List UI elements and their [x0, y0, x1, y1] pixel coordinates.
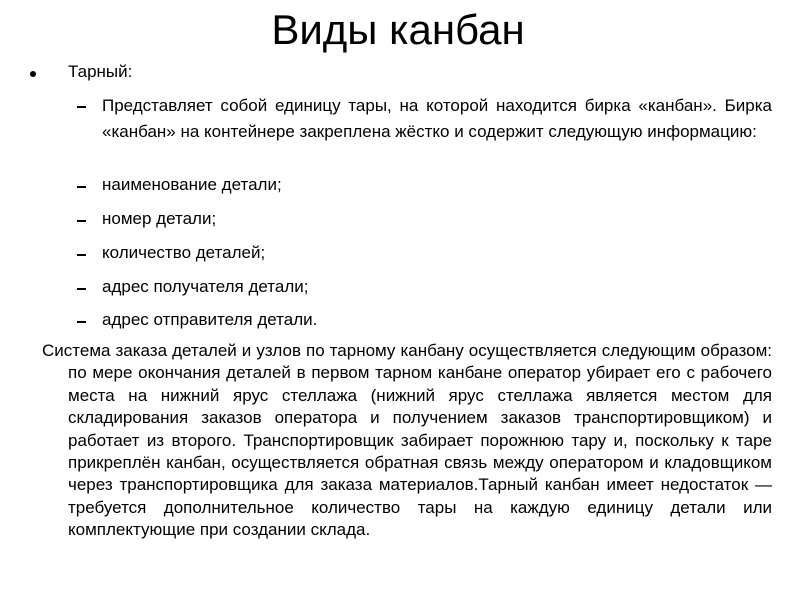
dash-icon — [77, 321, 86, 323]
dash-icon — [77, 106, 86, 108]
bullet-item — [0, 59, 794, 85]
dash-icon — [77, 288, 86, 290]
dash-icon — [77, 220, 86, 222]
bullet-dot-icon — [30, 71, 36, 77]
sub-item-text: Представляет собой единицу тары, на которой находится бирка «канбан». Бирка «канбан» на контейнере закреплена жёстко и содержит следующую информацию: — [102, 96, 772, 141]
sub-item-text: количество деталей; — [102, 243, 266, 262]
sub-item-text: наименование детали; — [102, 175, 282, 194]
sub-item-text: адрес получателя детали; — [102, 277, 309, 296]
sub-item-text: адрес отправителя детали. — [102, 310, 318, 329]
dash-icon — [77, 254, 86, 256]
dash-icon — [77, 186, 86, 188]
body-paragraph: Система заказа деталей и узлов по тарному канбану осуществляется следующим образом: по мере окончания деталей в первом тарном канбане оператор убирает его с рабочего места на нижний ярус стеллажа (нижний ярус стеллажа является местом для складирования заказов оператора и получением заказов транспортировщиком) и работает из второго. Транспортировщик забирает порожнюю тару и, поскольку к таре прикреплён канбан, осуществляется обратная связь между оператором и кладовщиком через транспортировщика для заказа материалов.Тарный канбан имеет недостаток — требуется дополнительное количество тары на каждую единицу детали или комплектующие при создании склада. — [42, 341, 772, 540]
slide-title — [0, 6, 794, 54]
bullet-label: Тарный: — [68, 62, 133, 81]
sub-item-text: номер детали; — [102, 209, 217, 228]
slide-title-text: Виды канбан — [271, 6, 525, 53]
